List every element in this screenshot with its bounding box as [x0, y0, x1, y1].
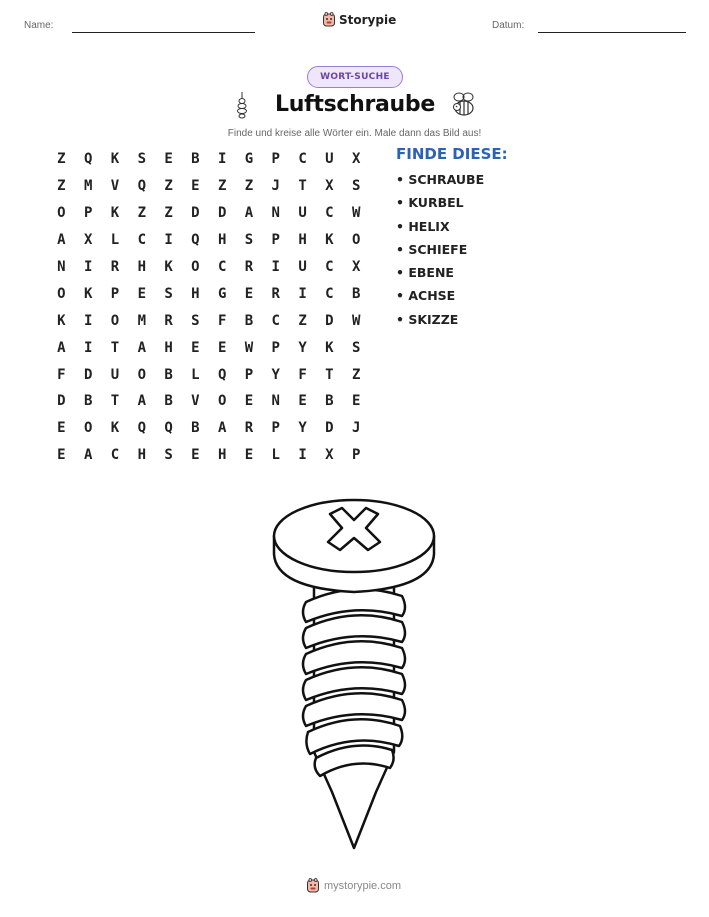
grid-cell[interactable]: N: [271, 393, 280, 410]
grid-cell[interactable]: A: [137, 393, 146, 410]
grid-cell[interactable]: S: [137, 151, 146, 168]
screw-illustration: [262, 492, 446, 852]
grid-cell[interactable]: S: [351, 339, 361, 356]
footer: [306, 878, 401, 893]
grid-cell[interactable]: C: [110, 447, 120, 464]
grid-cell[interactable]: M: [83, 178, 93, 195]
grid-cell[interactable]: P: [244, 366, 254, 383]
word-list-item: • SCHRAUBE: [396, 172, 485, 187]
grid-cell[interactable]: A: [57, 232, 66, 249]
grid-cell[interactable]: B: [83, 393, 93, 410]
grid-cell[interactable]: H: [217, 232, 227, 249]
grid-cell[interactable]: D: [83, 366, 93, 383]
grid-cell[interactable]: X: [83, 232, 93, 249]
grid-cell[interactable]: A: [83, 447, 93, 464]
grid-cell[interactable]: E: [244, 285, 254, 302]
grid-cell[interactable]: T: [325, 366, 334, 383]
grid-cell[interactable]: B: [191, 151, 200, 168]
grid-cell[interactable]: R: [164, 312, 173, 329]
grid-cell[interactable]: S: [191, 312, 200, 329]
grid-cell[interactable]: Y: [298, 339, 307, 356]
grid-cell[interactable]: D: [191, 205, 200, 222]
grid-cell[interactable]: Q: [217, 366, 227, 383]
grid-cell[interactable]: O: [191, 259, 200, 275]
grid-cell[interactable]: H: [164, 339, 173, 356]
grid-cell[interactable]: P: [271, 232, 280, 249]
grid-cell[interactable]: Y: [271, 366, 280, 383]
grid-cell[interactable]: U: [110, 366, 120, 383]
grid-cell[interactable]: T: [110, 339, 120, 356]
grid-cell[interactable]: E: [57, 447, 66, 464]
grid-cell[interactable]: O: [83, 420, 93, 437]
grid-cell[interactable]: I: [271, 259, 280, 275]
grid-cell[interactable]: Z: [351, 366, 361, 383]
grid-cell[interactable]: Z: [164, 178, 173, 195]
grid-cell[interactable]: R: [271, 285, 280, 302]
footer-site[interactable]: mystorypie.com: [324, 879, 402, 892]
grid-cell[interactable]: L: [191, 366, 200, 383]
grid-cell[interactable]: P: [83, 205, 93, 222]
grid-cell[interactable]: L: [271, 447, 280, 464]
grid-cell[interactable]: P: [351, 447, 361, 464]
grid-cell[interactable]: E: [217, 339, 227, 356]
grid-cell[interactable]: C: [325, 259, 334, 275]
grid-cell[interactable]: Z: [164, 205, 173, 222]
grid-cell[interactable]: K: [325, 339, 334, 356]
page-title: Luftschraube: [275, 92, 435, 117]
grid-cell[interactable]: O: [137, 366, 146, 383]
grid-cell[interactable]: K: [57, 312, 66, 329]
grid-cell[interactable]: H: [137, 259, 146, 275]
grid-cell[interactable]: U: [298, 205, 307, 222]
grid-cell[interactable]: H: [137, 447, 146, 464]
grid-cell[interactable]: X: [325, 447, 334, 464]
grid-cell[interactable]: Y: [298, 420, 307, 437]
grid-cell[interactable]: E: [57, 420, 66, 437]
bee-doodle-icon: [448, 90, 480, 120]
grid-cell[interactable]: E: [351, 393, 361, 410]
grid-cell[interactable]: B: [244, 312, 254, 329]
word-list-item: • SKIZZE: [396, 311, 459, 327]
name-line[interactable]: [72, 32, 255, 33]
word-list-item: • SCHIEFE: [396, 241, 468, 257]
grid-cell[interactable]: Q: [164, 420, 173, 437]
grid-cell[interactable]: E: [191, 178, 200, 195]
grid-cell[interactable]: Z: [57, 178, 66, 195]
grid-cell[interactable]: P: [271, 151, 280, 168]
date-line[interactable]: [538, 32, 686, 33]
grid-cell[interactable]: F: [298, 366, 307, 383]
grid-cell[interactable]: C: [325, 285, 334, 302]
lamp-doodle-icon: [234, 92, 250, 120]
grid-cell[interactable]: V: [191, 393, 200, 410]
grid-cell[interactable]: G: [244, 151, 254, 168]
grid-cell[interactable]: W: [351, 312, 361, 329]
instructions: Finde und kreise alle Wörter ein. Male dann das Bild aus!: [227, 128, 482, 139]
grid-cell[interactable]: E: [164, 151, 173, 168]
grid-cell[interactable]: E: [244, 393, 254, 410]
grid-cell[interactable]: Q: [137, 420, 146, 437]
grid-cell[interactable]: H: [217, 447, 227, 464]
grid-cell[interactable]: D: [57, 393, 66, 410]
grid-cell[interactable]: O: [110, 312, 120, 329]
grid-cell[interactable]: I: [83, 339, 93, 356]
grid-cell[interactable]: U: [298, 259, 307, 275]
grid-cell[interactable]: A: [217, 420, 227, 437]
word-list-item: • EBENE: [396, 265, 454, 281]
grid-cell[interactable]: P: [271, 420, 280, 437]
grid-cell[interactable]: N: [57, 259, 66, 275]
grid-cell[interactable]: R: [244, 259, 254, 275]
brand-logo: [322, 12, 396, 27]
grid-cell[interactable]: E: [244, 447, 254, 464]
grid-cell[interactable]: I: [164, 232, 173, 249]
word-search-badge: WORT-SUCHE: [307, 66, 403, 88]
grid-cell[interactable]: C: [217, 259, 227, 275]
grid-cell[interactable]: B: [351, 285, 361, 302]
grid-cell[interactable]: O: [351, 232, 361, 249]
grid-cell[interactable]: O: [217, 393, 227, 410]
grid-cell[interactable]: E: [191, 339, 200, 356]
grid-cell[interactable]: S: [244, 232, 254, 249]
grid-cell[interactable]: J: [271, 178, 280, 195]
grid-cell[interactable]: A: [57, 339, 66, 356]
grid-cell[interactable]: D: [217, 205, 227, 222]
grid-cell[interactable]: I: [83, 259, 93, 275]
grid-cell[interactable]: A: [137, 339, 146, 356]
grid-cell[interactable]: H: [298, 232, 307, 249]
grid-cell[interactable]: B: [164, 393, 173, 410]
grid-cell[interactable]: T: [298, 178, 307, 195]
grid-cell[interactable]: V: [110, 178, 120, 195]
grid-cell[interactable]: U: [325, 151, 334, 168]
grid-cell[interactable]: I: [217, 151, 227, 168]
grid-cell[interactable]: R: [244, 420, 254, 437]
grid-cell[interactable]: K: [325, 232, 334, 249]
grid-cell[interactable]: D: [325, 420, 334, 437]
grid-cell[interactable]: Z: [298, 312, 307, 329]
grid-cell[interactable]: E: [137, 285, 146, 302]
grid-cell[interactable]: Z: [244, 178, 254, 195]
grid-cell[interactable]: X: [351, 259, 361, 275]
grid-cell[interactable]: I: [298, 285, 307, 302]
grid-cell[interactable]: S: [351, 178, 361, 195]
word-list: [396, 171, 484, 334]
grid-cell[interactable]: H: [191, 285, 200, 302]
word-list-item: • HELIX: [396, 218, 450, 234]
brand-name: Storypie: [339, 12, 397, 27]
date-label: Datum:: [492, 20, 525, 31]
grid-cell[interactable]: K: [110, 205, 120, 222]
grid-cell[interactable]: O: [57, 205, 66, 222]
grid-cell[interactable]: K: [110, 420, 120, 437]
grid-cell[interactable]: Q: [191, 232, 200, 249]
grid-cell[interactable]: Q: [83, 151, 93, 168]
word-list-item: • ACHSE: [396, 288, 456, 304]
grid-cell[interactable]: N: [271, 205, 280, 222]
grid-cell[interactable]: P: [110, 285, 120, 302]
grid-cell[interactable]: E: [298, 393, 307, 410]
grid-cell[interactable]: I: [83, 312, 93, 329]
grid-cell[interactable]: D: [325, 312, 334, 329]
grid-cell[interactable]: F: [57, 366, 66, 383]
grid-cell[interactable]: K: [110, 151, 120, 168]
grid-cell[interactable]: A: [244, 205, 254, 222]
grid-cell[interactable]: X: [325, 178, 334, 195]
grid-cell[interactable]: G: [217, 285, 227, 302]
mascot-icon: [322, 12, 336, 27]
word-list-item: • KURBEL: [396, 195, 464, 211]
grid-cell[interactable]: E: [191, 447, 200, 464]
grid-cell[interactable]: P: [271, 339, 280, 356]
grid-cell[interactable]: W: [244, 339, 254, 356]
grid-cell[interactable]: R: [110, 259, 120, 275]
grid-cell[interactable]: C: [137, 232, 146, 249]
letter-grid: [48, 146, 370, 469]
grid-cell[interactable]: I: [298, 447, 307, 464]
word-list-heading: FINDE DIESE:: [396, 145, 508, 163]
grid-cell[interactable]: B: [164, 366, 173, 383]
grid-cell[interactable]: T: [110, 393, 120, 410]
grid-cell[interactable]: F: [217, 312, 227, 329]
grid-cell[interactable]: S: [164, 447, 173, 464]
grid-cell[interactable]: J: [351, 420, 361, 437]
grid-cell[interactable]: B: [325, 393, 334, 410]
grid-cell[interactable]: M: [137, 312, 146, 329]
grid-cell[interactable]: K: [83, 285, 93, 302]
grid-cell[interactable]: Z: [57, 151, 66, 168]
grid-cell[interactable]: Z: [217, 178, 227, 195]
grid-cell[interactable]: L: [110, 232, 120, 249]
grid-cell[interactable]: C: [298, 151, 307, 168]
grid-cell[interactable]: S: [164, 285, 173, 302]
grid-cell[interactable]: K: [164, 259, 173, 275]
grid-cell[interactable]: W: [351, 205, 361, 222]
grid-cell[interactable]: Q: [137, 178, 146, 195]
grid-cell[interactable]: C: [271, 312, 280, 329]
grid-cell[interactable]: X: [351, 151, 361, 168]
name-label: Name:: [24, 20, 54, 31]
grid-cell[interactable]: O: [57, 285, 66, 302]
grid-cell[interactable]: B: [191, 420, 200, 437]
footer-mascot-icon: [306, 878, 320, 893]
grid-cell[interactable]: Z: [137, 205, 146, 222]
grid-cell[interactable]: C: [325, 205, 334, 222]
